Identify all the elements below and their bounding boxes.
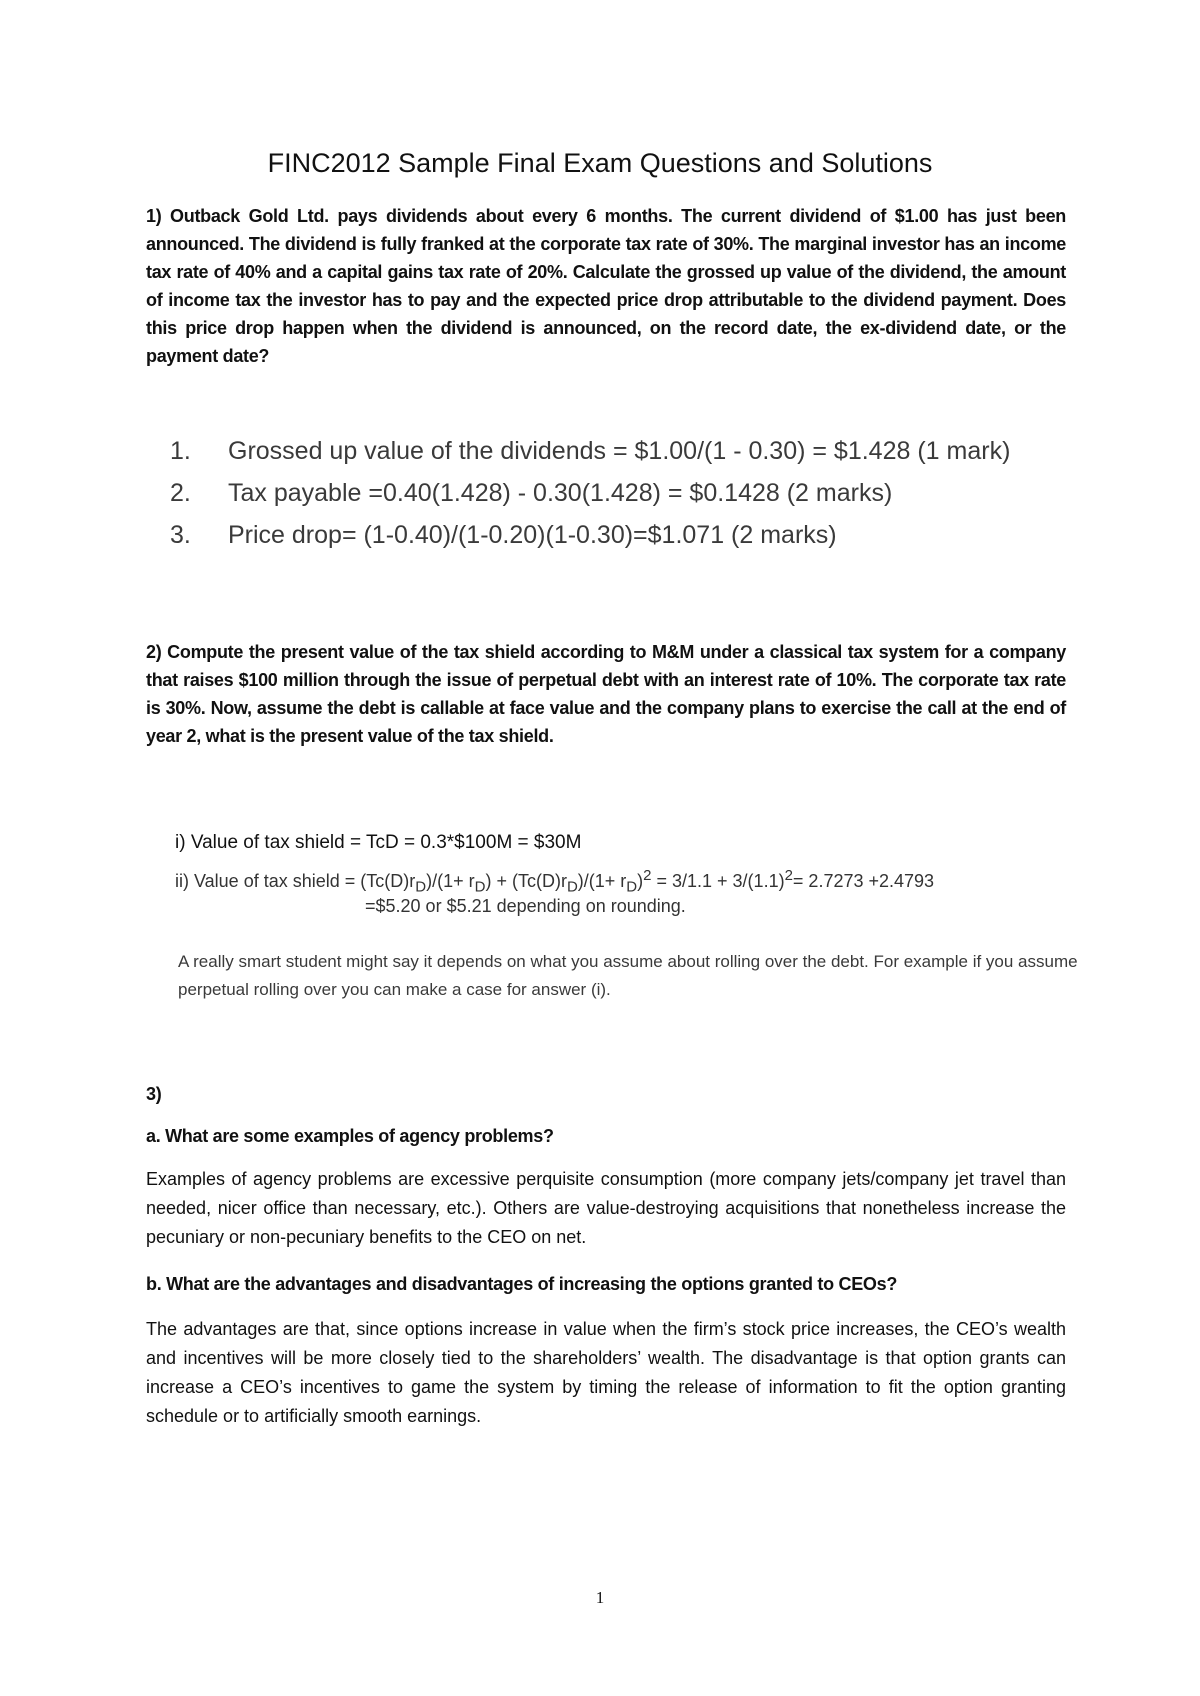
solution-2-note: A really smart student might say it depends on what you assume about rolling over the debt. For example if you assume perpetual rolling over you can make a case for answer (i). (178, 952, 1078, 999)
question-3b: b. What are the advantages and disadvantages of increasing the options granted to CEOs? (146, 1274, 898, 1294)
answer-3a: Examples of agency problems are excessive perquisite consumption (more company jets/company jet travel than needed, nicer office than necessary, etc.). Others are value-destroying acquisitions that nonetheless increase the pecuniary or non-pecuniary benefits to the CEO on net. (146, 1169, 1066, 1247)
solution-number: 1. (170, 437, 191, 465)
subscript: D (566, 878, 578, 896)
formula-part: )/(1+ r (577, 871, 627, 891)
subscript: D (474, 878, 486, 896)
formula-part: = 3/1.1 + 3/(1.1) (651, 871, 785, 891)
solution-2-ii-result: =$5.20 or $5.21 depending on rounding. (365, 896, 686, 916)
solution-text: Grossed up value of the dividends = $1.00/(1 - 0.30) = $1.428 (1 mark) (228, 437, 1011, 465)
subscript: D (626, 878, 638, 896)
subscript: D (415, 878, 427, 896)
formula-part: ) + (Tc(D)r (485, 871, 567, 891)
question-1-solutions (170, 430, 1120, 556)
solution-2-i: i) Value of tax shield = TcD = 0.3*$100M = $30M (175, 832, 582, 853)
formula-part: = 2.7273 +2.4793 (792, 871, 935, 891)
solution-text: Price drop= (1-0.40)/(1-0.20)(1-0.30)=$1.071 (2 marks) (228, 521, 837, 549)
solution-text: Tax payable =0.40(1.428) - 0.30(1.428) = $0.1428 (2 marks) (228, 479, 893, 507)
solution-item (170, 430, 1120, 472)
solution-number: 2. (170, 479, 191, 507)
formula-part: )/(1+ r (426, 871, 475, 891)
answer-3b: The advantages are that, since options increase in value when the firm’s stock price increases, the CEO’s wealth and incentives will be more closely tied to the shareholders’ wealth. The disadvantage is that option grants can increase a CEO’s incentives to game the system by timing the release of information to fit the option granting schedule or to artificially smooth earnings. (146, 1319, 1066, 1426)
superscript: 2 (643, 867, 652, 884)
solution-item (170, 514, 1120, 556)
page-number: 1 (595, 1588, 605, 1607)
solution-number: 3. (170, 521, 191, 549)
question-2-text: 2) Compute the present value of the tax shield according to M&M under a classical tax system for a company that raises $100 million through the issue of perpetual debt with an interest rate of 10%. The corporate tax rate is 30%. Now, assume the debt is callable at face value and the company plans to exercise the call at the end of year 2, what is the present value of the tax shield. (146, 642, 1066, 746)
formula-part: ) (637, 871, 644, 891)
question-3-label: 3) (146, 1084, 162, 1104)
question-1-text: 1) Outback Gold Ltd. pays dividends about every 6 months. The current dividend of $1.00 has just been announced. The dividend is fully franked at the corporate tax rate of 30%. The marginal investor has an income tax rate of 40% and a capital gains tax rate of 20%. Calculate the grossed up value of the dividend, the amount of income tax the investor has to pay and the expected price drop attributable to the dividend payment. Does this price drop happen when the dividend is announced, on the record date, the ex-dividend date, or the payment date? (146, 206, 1066, 366)
question-3a: a. What are some examples of agency problems? (146, 1126, 554, 1146)
solution-item (170, 472, 1120, 514)
superscript: 2 (784, 867, 793, 884)
formula-part: ii) Value of tax shield = (Tc(D)r (175, 871, 416, 891)
page-title: FINC2012 Sample Final Exam Questions and Solutions (267, 148, 933, 178)
